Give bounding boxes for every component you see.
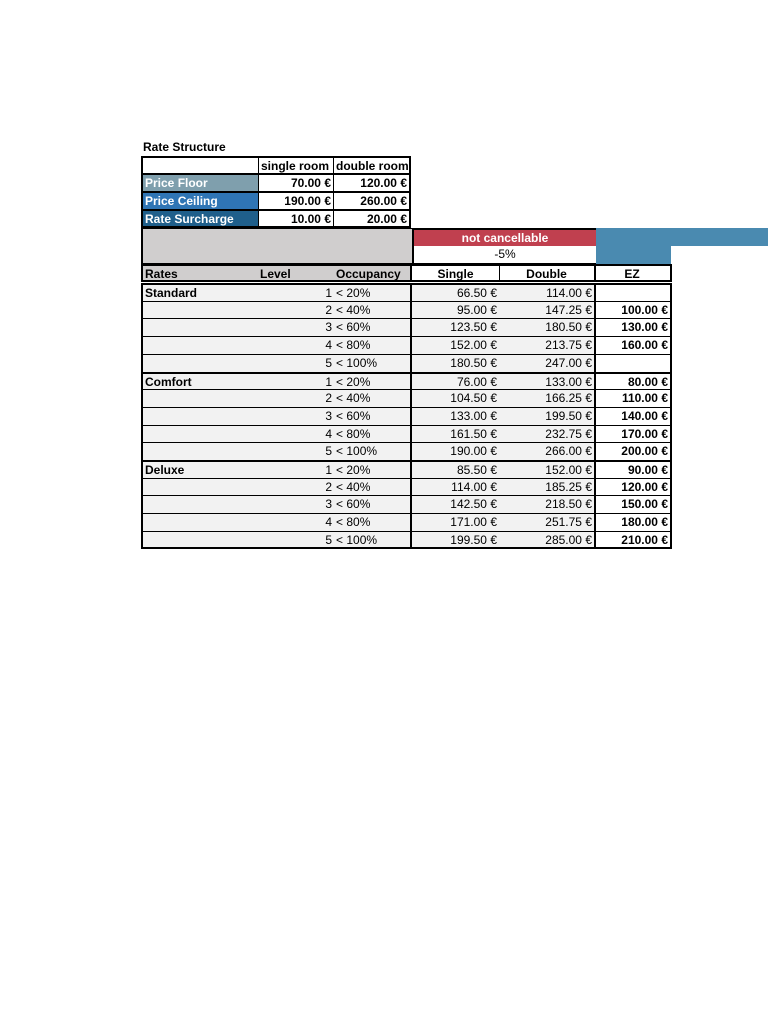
row-ez-price[interactable]: 130.00 €	[594, 318, 672, 336]
rate-surcharge-label[interactable]: Rate Surcharge	[141, 210, 259, 228]
row-double-price[interactable]: 180.50 €	[499, 318, 596, 336]
row-occupancy[interactable]: < 40%	[334, 301, 412, 319]
row-double-price[interactable]: 285.00 €	[499, 531, 596, 549]
row-single-price[interactable]: 161.50 €	[410, 425, 500, 443]
row-rate[interactable]	[141, 495, 259, 513]
row-double-price[interactable]: 232.75 €	[499, 425, 596, 443]
row-single-price[interactable]: 180.50 €	[410, 354, 500, 372]
summary-header-single[interactable]: single room	[258, 156, 334, 174]
row-single-price[interactable]: 85.50 €	[410, 460, 500, 478]
row-ez-price[interactable]: 90.00 €	[594, 460, 672, 478]
price-floor-label[interactable]: Price Floor	[141, 174, 259, 192]
row-level[interactable]: 2	[258, 301, 335, 319]
row-level[interactable]: 1	[258, 372, 335, 390]
row-level[interactable]: 3	[258, 495, 335, 513]
row-occupancy[interactable]: < 20%	[334, 372, 412, 390]
row-single-price[interactable]: 95.00 €	[410, 301, 500, 319]
row-ez-price[interactable]: 190.00 €	[594, 354, 672, 372]
row-level[interactable]: 3	[258, 318, 335, 336]
row-double-price[interactable]: 152.00 €	[499, 460, 596, 478]
row-level[interactable]: 5	[258, 531, 335, 549]
row-ez-price[interactable]: 70.00 €	[594, 283, 672, 301]
price-ceiling-double[interactable]: 260.00 €	[333, 192, 411, 210]
row-occupancy[interactable]: < 100%	[334, 442, 412, 460]
summary-header-double[interactable]: double room	[333, 156, 411, 174]
row-ez-price[interactable]: 110.00 €	[594, 389, 672, 407]
row-ez-price[interactable]: 120.00 €	[594, 478, 672, 496]
row-single-price[interactable]: 66.50 €	[410, 283, 500, 301]
row-level[interactable]: 1	[258, 460, 335, 478]
row-ez-price[interactable]: 210.00 €	[594, 531, 672, 549]
row-occupancy[interactable]: < 60%	[334, 407, 412, 425]
row-level[interactable]: 5	[258, 354, 335, 372]
sheet-title: Rate Structure	[143, 140, 226, 154]
row-double-price[interactable]: 133.00 €	[499, 372, 596, 390]
row-ez-price[interactable]: 200.00 €	[594, 442, 672, 460]
row-rate[interactable]	[141, 425, 259, 443]
row-ez-price[interactable]: 160.00 €	[594, 336, 672, 354]
row-rate[interactable]: Standard	[141, 283, 259, 301]
row-double-price[interactable]: 213.75 €	[499, 336, 596, 354]
row-level[interactable]: 2	[258, 389, 335, 407]
row-double-price[interactable]: 166.25 €	[499, 389, 596, 407]
row-ez-price[interactable]: 170.00 €	[594, 425, 672, 443]
row-rate[interactable]	[141, 318, 259, 336]
row-level[interactable]: 4	[258, 336, 335, 354]
row-single-price[interactable]: 114.00 €	[410, 478, 500, 496]
row-level[interactable]: 5	[258, 442, 335, 460]
row-ez-price[interactable]: 180.00 €	[594, 513, 672, 531]
price-ceiling-single[interactable]: 190.00 €	[258, 192, 334, 210]
rate-surcharge-double[interactable]: 20.00 €	[333, 210, 411, 228]
row-rate[interactable]	[141, 478, 259, 496]
discount-cell[interactable]: -5%	[412, 246, 596, 264]
row-rate[interactable]	[141, 407, 259, 425]
not-cancellable-banner[interactable]: not cancellable	[412, 228, 596, 246]
blue-banner-ez-cell[interactable]	[596, 246, 671, 264]
row-double-price[interactable]: 185.25 €	[499, 478, 596, 496]
row-level[interactable]: 3	[258, 407, 335, 425]
row-single-price[interactable]: 142.50 €	[410, 495, 500, 513]
row-occupancy[interactable]: < 40%	[334, 389, 412, 407]
row-rate[interactable]	[141, 442, 259, 460]
row-occupancy[interactable]: < 40%	[334, 478, 412, 496]
price-floor-single[interactable]: 70.00 €	[258, 174, 334, 192]
row-ez-price[interactable]: 150.00 €	[594, 495, 672, 513]
summary-corner-cell[interactable]	[141, 156, 259, 174]
row-occupancy[interactable]: < 60%	[334, 495, 412, 513]
row-occupancy[interactable]: < 80%	[334, 425, 412, 443]
row-rate[interactable]	[141, 301, 259, 319]
row-occupancy[interactable]: < 100%	[334, 354, 412, 372]
grey-header-block	[141, 228, 412, 264]
row-level[interactable]: 1	[258, 283, 335, 301]
header-single[interactable]: Single	[410, 264, 500, 282]
row-occupancy[interactable]: < 20%	[334, 283, 412, 301]
row-level[interactable]: 4	[258, 425, 335, 443]
blue-banner-cell[interactable]	[596, 228, 768, 246]
header-double[interactable]: Double	[499, 264, 596, 282]
price-ceiling-label[interactable]: Price Ceiling	[141, 192, 259, 210]
row-single-price[interactable]: 171.00 €	[410, 513, 500, 531]
row-single-price[interactable]: 199.50 €	[410, 531, 500, 549]
row-level[interactable]: 4	[258, 513, 335, 531]
row-double-price[interactable]: 266.00 €	[499, 442, 596, 460]
row-double-price[interactable]: 247.00 €	[499, 354, 596, 372]
row-rate[interactable]	[141, 389, 259, 407]
header-ez[interactable]: EZ	[594, 264, 672, 282]
row-rate[interactable]	[141, 354, 259, 372]
row-single-price[interactable]: 152.00 €	[410, 336, 500, 354]
row-single-price[interactable]: 133.00 €	[410, 407, 500, 425]
row-ez-price[interactable]: 80.00 €	[594, 372, 672, 390]
price-floor-double[interactable]: 120.00 €	[333, 174, 411, 192]
row-double-price[interactable]: 147.25 €	[499, 301, 596, 319]
row-occupancy[interactable]: < 100%	[334, 531, 412, 549]
row-rate[interactable]	[141, 336, 259, 354]
row-occupancy[interactable]: < 80%	[334, 513, 412, 531]
header-occupancy[interactable]: Occupancy	[334, 264, 412, 282]
row-ez-price[interactable]: 140.00 €	[594, 407, 672, 425]
row-single-price[interactable]: 190.00 €	[410, 442, 500, 460]
rate-surcharge-single[interactable]: 10.00 €	[258, 210, 334, 228]
header-level[interactable]: Level	[258, 264, 335, 282]
row-double-price[interactable]: 218.50 €	[499, 495, 596, 513]
row-rate[interactable]	[141, 531, 259, 549]
row-double-price[interactable]: 251.75 €	[499, 513, 596, 531]
row-single-price[interactable]: 123.50 €	[410, 318, 500, 336]
row-level[interactable]: 2	[258, 478, 335, 496]
row-double-price[interactable]: 114.00 €	[499, 283, 596, 301]
row-occupancy[interactable]: < 80%	[334, 336, 412, 354]
row-rate[interactable]	[141, 513, 259, 531]
row-single-price[interactable]: 104.50 €	[410, 389, 500, 407]
row-single-price[interactable]: 76.00 €	[410, 372, 500, 390]
row-occupancy[interactable]: < 20%	[334, 460, 412, 478]
row-ez-price[interactable]: 100.00 €	[594, 301, 672, 319]
row-rate[interactable]: Comfort	[141, 372, 259, 390]
row-rate[interactable]: Deluxe	[141, 460, 259, 478]
header-rates[interactable]: Rates	[141, 264, 259, 282]
row-double-price[interactable]: 199.50 €	[499, 407, 596, 425]
row-occupancy[interactable]: < 60%	[334, 318, 412, 336]
